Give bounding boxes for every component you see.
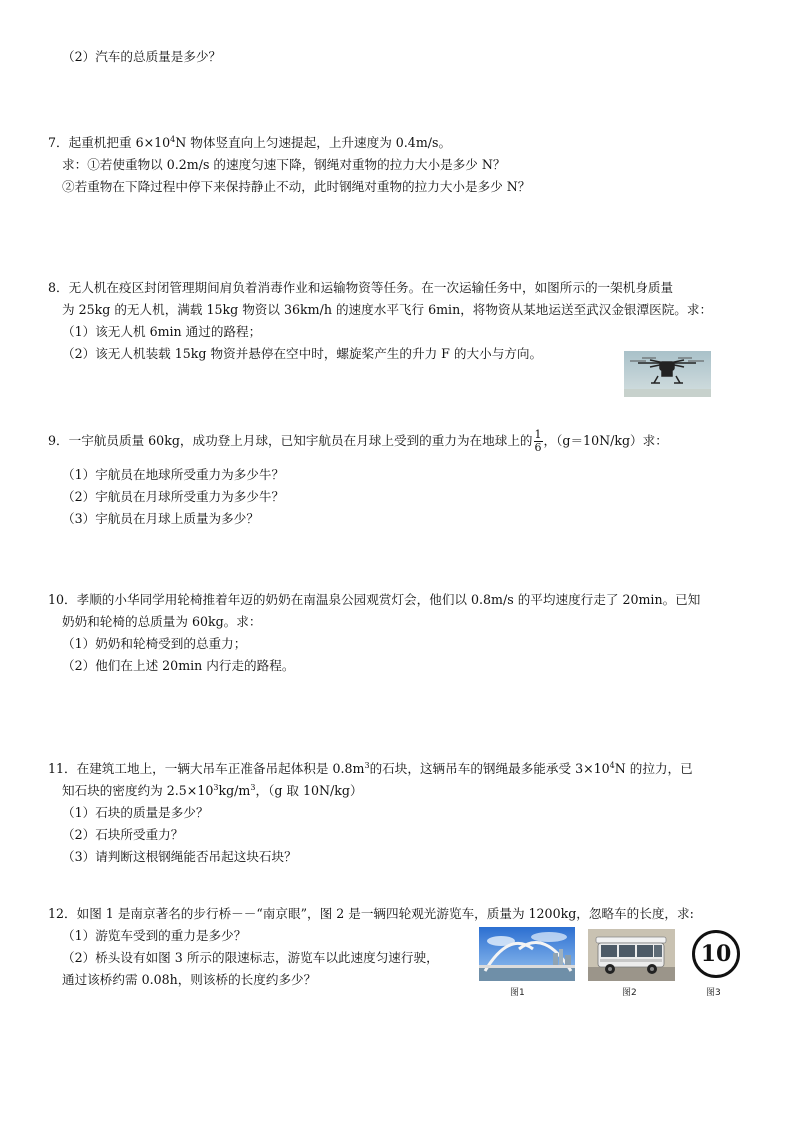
drone-photo bbox=[624, 351, 711, 397]
q10-line-1: 10．孝顺的小华同学用轮椅推着年迈的奶奶在南温泉公园观赏灯会，他们以 0.8m/s 的平均速度行走了 20min。已知 bbox=[48, 592, 701, 607]
q7-line-2: 求：①若使重物以 0.2m/s 的速度匀速下降，钢绳对重物的拉力大小是多少 N？ bbox=[62, 157, 506, 172]
bridge-photo bbox=[479, 927, 575, 981]
q10-part-1: （1）奶奶和轮椅受到的总重力； bbox=[62, 636, 247, 651]
fraction-one-sixth: $\frac{1}{6}$ bbox=[534, 428, 542, 454]
q12-part-1: （1）游览车受到的重力是多少？ bbox=[62, 928, 247, 943]
q8-part-2: （2）该无人机装载 15kg 物资并悬停在空中时，螺旋桨产生的升力 F 的大小与方向。 bbox=[62, 346, 543, 361]
q11-part-3: （3）请判断这根钢绳能否吊起这块石块？ bbox=[62, 849, 297, 864]
q8-line-2: 为 25kg 的无人机，满载 15kg 物资以 36km/h 的速度水平飞行 6min，将物资从某地运送至武汉金银潭医院。求： bbox=[62, 302, 713, 317]
figure-1-caption: 图1 bbox=[510, 988, 525, 998]
figure-3-caption: 图3 bbox=[706, 988, 721, 998]
q11-line-1: 11．在建筑工地上，一辆大吊车正准备吊起体积是 $0.8m^3$的石块，这辆吊车的钢绳最多能承受 $3\times 10^4N$ 的拉力，已 bbox=[48, 761, 693, 776]
q12-part-2: （2）桥头设有如图 3 所示的限速标志，游览车以此速度匀速行驶， bbox=[62, 950, 439, 965]
q6-part-2: （2）汽车的总质量是多少？ bbox=[62, 49, 222, 64]
q11-line-2: 知石块的密度约为 $2.5\times 10^3kg/m^3$，（g 取 10N/kg） bbox=[62, 783, 363, 798]
q9-line-1: 9．一宇航员质量 60kg，成功登上月球，已知宇航员在月球上受到的重力为在地球上的 $\frac{1}{6}$ ，（g＝10N/kg）求： bbox=[48, 428, 668, 454]
figure-2-caption: 图2 bbox=[622, 988, 637, 998]
q9-part-3: （3）宇航员在月球上质量为多少？ bbox=[62, 511, 259, 526]
sightseeing-car-photo bbox=[588, 929, 675, 981]
q9-part-2: （2）宇航员在月球所受重力为多少牛？ bbox=[62, 489, 285, 504]
q7-line-3: ②若重物在下降过程中停下来保持静止不动，此时钢绳对重物的拉力大小是多少 N？ bbox=[62, 179, 531, 194]
q12-line-1: 12．如图 1 是南京著名的步行桥－－“南京眼”，图 2 是一辆四轮观光游览车，质量为 1200kg，忽略车的长度，求: bbox=[48, 906, 694, 921]
q11-part-2: （2）石块所受重力？ bbox=[62, 827, 184, 842]
q10-part-2: （2）他们在上述 20min 内行走的路程。 bbox=[62, 658, 295, 673]
q12-part-2-cont: 通过该桥约需 0.08h，则该桥的长度约多少？ bbox=[62, 972, 317, 987]
q8-part-1: （1）该无人机 6min 通过的路程； bbox=[62, 324, 262, 339]
q8-line-1: 8．无人机在疫区封闭管理期间肩负着消毒作业和运输物资等任务。在一次运输任务中，如图所示的一架机身质量 bbox=[48, 280, 674, 295]
q11-part-1: （1）石块的质量是多少？ bbox=[62, 805, 209, 820]
speed-limit-sign: 10 bbox=[692, 930, 740, 978]
q7-line-1: 7．起重机把重 $6\times 10^4N$ 物体竖直向上匀速提起，上升速度为 0.4m/s。 bbox=[48, 135, 452, 150]
q9-part-1: （1）宇航员在地球所受重力为多少牛？ bbox=[62, 467, 285, 482]
q10-line-2: 奶奶和轮椅的总质量为 60kg。求： bbox=[62, 614, 262, 629]
